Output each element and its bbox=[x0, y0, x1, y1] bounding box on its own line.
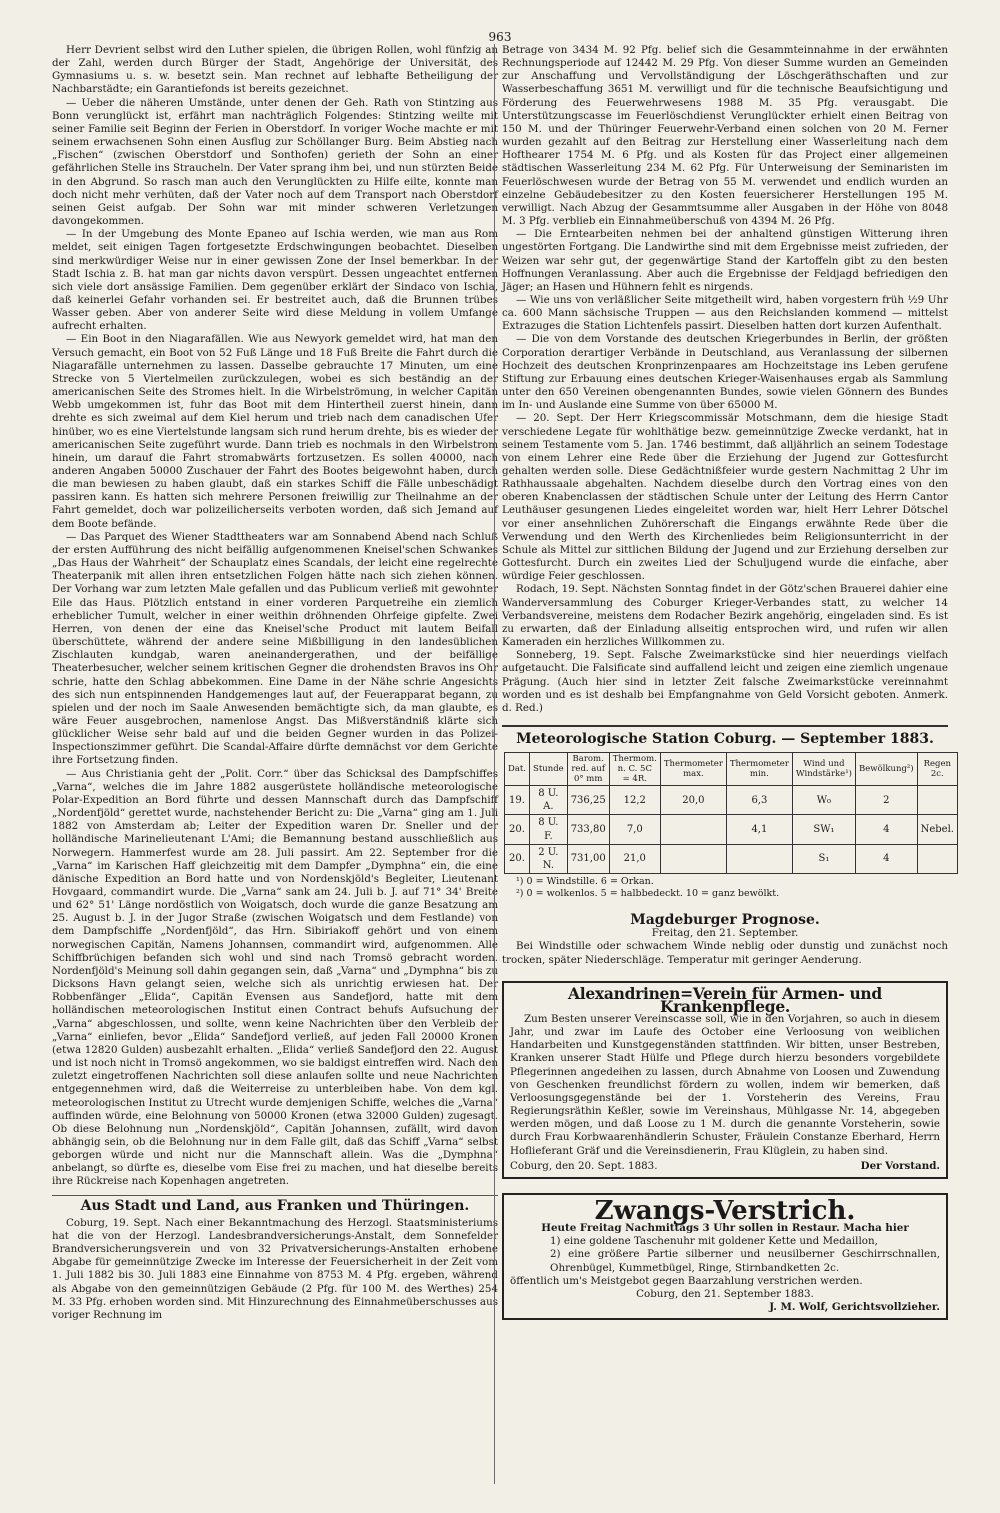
table-cell: SW₁ bbox=[792, 815, 855, 844]
article-paragraph: — Ein Boot in den Niagarafällen. Wie aus Newyork gemeldet wird, hat man den Versuch gemacht, ein Boot von 52 Fuß Länge und 18 Fuß Breite die Fahrt durch die Niagarafälle unternehmen zu lassen. Dasselbe gebrauchte 17 Minuten, um eine Strecke von 5 Viertelmeilen zurückzulegen, wobei es sich beständig an der americanischen Seite des Stromes hielt. In die Wirbelströmung, in welcher Capitän Webb umgekommen ist, fuhr das Boot mit dem Hintertheil zuerst hinein, dann drehte es sich zweimal auf dem Kiel herum und trieb nach dem canadischen Ufer hinüber, wo es eine Viertelstunde langsam sich rund herum drehte, bis es wieder der americanischen Seite zugeführt wurde. Dann trieb es nochmals in den Wirbelstrom hinein, um darauf die Fahrt stromabwärts fortzusetzen. Es sollen 40000, nach anderen Angaben 50000 Zuschauer der Fahrt des Bootes beigewohnt haben, durch die man bewiesen zu haben glaubt, daß ein starkes Schiff die Fälle unbeschädigt passiren kann. Es hatten sich mehrere Personen freiwillig zur Theilnahme an der Fahrt gemeldet, doch war polizeilicherseits verboten worden, daß sich Jemand auf dem Boote befände. bbox=[52, 333, 498, 530]
article-paragraph: — Die von dem Vorstande des deutschen Kriegerbundes in Berlin, der größten Corporation derartiger Verbände in Deutschland, aus Veranlassung der silbernen Hochzeit des deutschen Kronprinzenpaares am Hochzeitstage ins Leben gerufene Stiftung zur Erbauung eines deutschen Krieger-Waisenhauses ergab als Sammlung unter den 650 Vereinen obengenannten Bundes, sowie vielen Gönnern des Bundes im In- und Auslande eine Summe von über 65000 M. bbox=[502, 333, 948, 412]
meteo-header-row bbox=[505, 753, 958, 786]
article-paragraph: — Ueber die näheren Umstände, unter denen der Geh. Rath von Stintzing aus Bonn verunglückt ist, erfährt man nachträglich Folgendes: Stintzing weilte mit seiner Familie seit Beginn der Ferien in Oberstdorf. In voriger Woche machte er mit seinem erwachsenen Sohn einen Ausflug zur Schöllanger Burg. Beim Abstieg nach „Fischen“ (zwischen Oberstdorf und Sonthofen) gerieth der Sohn an einer gefährlichen Stelle ins Straucheln. Der Vater sprang ihm bei, und nun stürzten Beide in den Abgrund. So rasch man auch den Verunglückten zu Hilfe eilte, konnte man doch nicht mehr verhüten, daß der Vater noch auf dem Transport nach Oberstdorf seinen Geist aufgab. Der Sohn war mit minder schweren Verletzungen davongekommen. bbox=[52, 96, 498, 228]
prognose-text: Bei Windstille oder schwachem Winde neblig oder dunstig und zunächst noch trocken, später Niederschläge. Temperatur mit geringer Aenderung. bbox=[502, 940, 948, 966]
list-item: 2) eine größere Partie silberner und neusilberner Geschirrschnallen, Ohrenbügel, Kummetbügel, Ringe, Stirnbandketten 2c. bbox=[550, 1248, 940, 1274]
meteo-header: Thermom. n. C. 5C = 4R. bbox=[609, 753, 660, 786]
article-paragraph: Coburg, 19. Sept. Nach einer Bekanntmachung des Herzogl. Staatsministeriums hat die von der Herzogl. Landesbrandversicherungs-Anstalt, dem Sonnefelder Brandversicherungsverein und von 32 Privatversicherungs-Anstalten erhobene Abgabe für gemeinnützige Zwecke im Interesse der Feuersicherheit in der Zeit vom 1. Juli 1882 bis 30. Juli 1883 eine Einnahme von 8753 M. 4 Pfg. ergeben, während als Abgabe von den gemeinnützigen Gebäude (2 Pfg. für 100 M. des Werthes) 254 M. 33 Pfg. erhoben worden sind. Mit Hinzurechnung des Einnahmeüberschusses aus voriger Rechnung im bbox=[52, 1216, 498, 1321]
table-cell: S₁ bbox=[792, 844, 855, 873]
ad-item-list bbox=[550, 1235, 940, 1274]
column-divider bbox=[494, 44, 495, 1484]
ad-text: Zum Besten unserer Vereinscasse soll, wie in den Vorjahren, so auch in diesem Jahr, und zwar im Laufe des October eine Verloosung von weiblichen Handarbeiten und Kunstgegenständen stattfinden. Wir bitten, unser Bestreben, Kranken unserer Stadt Hülfe und Pflege durch hierzu besonders vorgebildete Pflegerinnen angedeihen zu lassen, durch Abnahme von Loosen und Zuwendung von Geschenken freundlichst fördern zu wollen, indem wir bemerken, daß Verloosungsgegenstände bei der 1. Vorsteherin des Vereins, Frau Regierungsräthin Keßler, sowie im Vereinshaus, Mühlgasse Nr. 14, abgegeben werden mögen, und daß Loose zu 1 M. durch die genannte Vorsteherin, sowie durch Frau Korbwaarenhändlerin Schuster, Fräulein Constanze Eberhard, Herrn Hoflieferant Gräf und die Vereinsdienerin, Frau Klüglein, zu haben sind. bbox=[510, 1013, 940, 1157]
meteo-header: Barom. red. auf 0° mm bbox=[567, 753, 609, 786]
article-paragraph: Herr Devrient selbst wird den Luther spielen, die übrigen Rollen, wohl fünfzig an der Zahl, werden durch Bürger der Stadt, Angehörige der Universität, des Gymnasiums u. s. w. besetzt sein. Man rechnet auf lebhafte Betheiligung der Nachbarstädte; ein Garantiefonds ist bereits gezeichnet. bbox=[52, 44, 498, 96]
table-cell: 736,25 bbox=[567, 786, 609, 815]
table-cell bbox=[660, 815, 726, 844]
ad-text: öffentlich um's Meistgebot gegen Baarzahlung verstrichen werden. bbox=[510, 1274, 863, 1287]
table-cell: Nebel. bbox=[917, 815, 957, 844]
ad-signature-row bbox=[510, 1160, 940, 1173]
table-cell: 19. bbox=[505, 786, 530, 815]
prognose-title: Magdeburger Prognose. bbox=[630, 912, 820, 929]
table-row bbox=[505, 815, 958, 844]
page-number: 963 bbox=[488, 30, 512, 44]
article-paragraph: — Wie uns von verläßlicher Seite mitgetheilt wird, haben vorgestern früh ½9 Uhr ca. 600 Mann sächsische Truppen — aus den Reichslanden kommend — mittelst Extrazuges die Station Lichtenfels passirt. Dieselben hatten dort kurzen Aufenthalt. bbox=[502, 293, 948, 333]
advertisement-alexandrinen bbox=[502, 981, 948, 1179]
table-cell: 20. bbox=[505, 815, 530, 844]
table-cell bbox=[726, 844, 792, 873]
table-cell: 4 bbox=[855, 815, 917, 844]
table-cell: 7,0 bbox=[609, 815, 660, 844]
table-cell bbox=[917, 786, 957, 815]
table-cell: 731,00 bbox=[567, 844, 609, 873]
meteo-header: Thermometer max. bbox=[660, 753, 726, 786]
right-column bbox=[502, 44, 954, 1320]
article-paragraph: — Das Parquet des Wiener Stadttheaters war am Sonnabend Abend nach Schluß der ersten Aufführung des nicht beifällig aufgenommenen Kneisel'schen Schwankes „Das Haus der Wahrheit“ der Schauplatz eines Scandals, der leicht eine regelrechte Theaterpanik mit allen ihren entsetzlichen Folgen hätte nach sich ziehen können. Der Vorhang war zum letzten Male gefallen und das Publicum verließ mit gewohnter Eile das Haus. Plötzlich entstand in einer vorderen Parquetreihe ein ziemlich erheblicher Tumult, welcher in einer weithin dröhnenden Ohrfeige gipfelte. Zwei Herren, von denen der eine das Kneisel'sche Product mit lautem Beifall überschüttete, während der andere seine Mißbilligung in den landesüblichen Zischlauten kundgab, waren aneinandergerathen, und der beifällige Theaterbesucher, welcher seinem kritischen Gegner die drohendsten Bravos ins Ohr schrie, hatte den Schlag abbekommen. Eine Dame in der Nähe schrie Angesichts des sich nun entspinnenden Handgemenges laut auf, der Feuerapparat begann, zu spielen und der noch im Saale Anwesenden bemächtigte sich, da man glaubte, es wäre Feuer ausgebrochen, namenlose Angst. Das Mißverständniß klärte sich glücklicher Weise sehr bald auf und die beiden Gegner wurden in das Polizei-Inspectionszimmer geführt. Die Scandal-Affaire dürfte demnächst vor dem Gerichte ihre Fortsetzung finden. bbox=[52, 530, 498, 767]
table-cell: 12,2 bbox=[609, 786, 660, 815]
table-cell: 2 bbox=[855, 786, 917, 815]
meteo-header: Regen 2c. bbox=[917, 753, 957, 786]
article-paragraph: — In der Umgebung des Monte Epaneo auf Ischia werden, wie man aus Rom meldet, seit einigen Tagen fortgesetzte Erdschwingungen beobachtet. Dieselben sind merkwürdiger Weise nur in einer gewissen Zone der Insel bemerkbar. In der Stadt Ischia z. B. hat man gar nichts davon verspürt. Dessen ungeachtet entfernen sich viele dort ansässige Familien. Dem gegenüber erklärt der Sindaco von Ischia, daß keinerlei Gefahr vorhanden sei. Er bestreitet auch, daß die Brunnen trübes Wasser geben. Aber von anderer Seite wird diese Meldung in vollem Umfange aufrecht erhalten. bbox=[52, 228, 498, 333]
meteo-note: ²) 0 = wolkenlos. 5 = halbbedeckt. 10 = ganz bewölkt. bbox=[516, 888, 780, 900]
table-cell: 6,3 bbox=[726, 786, 792, 815]
section-heading: Aus Stadt und Land, aus Franken und Thüringen. bbox=[52, 1195, 498, 1213]
ad-title: Zwangs-Verstrich. bbox=[594, 1195, 856, 1226]
table-cell: 21,0 bbox=[609, 844, 660, 873]
table-cell: 2 U. N. bbox=[530, 844, 568, 873]
meteo-table bbox=[504, 752, 958, 874]
meteo-header: Stunde bbox=[530, 753, 568, 786]
meteo-header: Thermometer min. bbox=[726, 753, 792, 786]
meteo-header: Wind und Windstärke¹) bbox=[792, 753, 855, 786]
meteo-header: Bewölkung²) bbox=[855, 753, 917, 786]
table-cell: 4,1 bbox=[726, 815, 792, 844]
table-cell: W₀ bbox=[792, 786, 855, 815]
prognose-date: Freitag, den 21. September. bbox=[651, 927, 799, 940]
table-cell: 20,0 bbox=[660, 786, 726, 815]
article-paragraph: — Aus Christiania geht der „Polit. Corr.“ über das Schicksal des Dampfschiffes „Varna“, welches die im Jahre 1882 ausgerüstete holländische meteorologische Polar-Expedition an Bord führte und dessen Mannschaft durch das Dampfschiff „Nordenfjöld“ gerettet wurde, nachstehender Bericht zu: Die „Varna“ ging am 1. Juli 1882 von Amsterdam ab; Leiter der Expedition waren Dr. Sneller und der holländische Marinelieutenant L'Ami; die Bemannung bestand ausschließlich aus Norwegern. Hammerfest wurde am 28. Juli passirt. Am 22. September fror die „Varna“ im Karischen Haff gleichzeitig mit dem Dampfer „Dymphna“ ein, die eine dänische Expedition an Bord hatte und von Nordenskjöld's Begleiter, Lieutenant Hovgaard, commandirt wurde. Die „Varna“ sank am 24. Juli b. J. auf 71° 34' Breite und 62° 51' Länge nordöstlich von Woigatsch, doch wurde die ganze Besatzung am 25. August b. J. in der Jugor Straße (zwischen Woigatsch und dem Festlande) von dem Dampfschiffe „Nordenfjöld“, das Hrn. Sibiriakoff gehört und von einem norwegischen Capitän, Namens Johannsen, commandirt wird, aufgenommen. Alle Schiffbrüchigen befanden sich wohl und sind nach Tromsö gebracht worden. Nordenfjöld's Meinung soll dahin gegangen sein, daß „Varna“ und „Dymphna“ bis zu Dicksons Havn gelangt seien, welche sich als unrichtig erwiesen hat. Der Robbenfänger „Elida“, Capitän Evensen aus Sandefjord, hatte mit dem holländischen meteorologischen Institut einen Contract behufs Aufsuchung der „Varna“ abgeschlossen, und sollte, wenn keine Nachrichten über den Verbleib der „Varna“ einliefen, bevor „Elida“ Sandefjord verließ, auf jeden Fall 20000 Kronen (etwa 12820 Gulden) ausbezahlt erhalten. „Elida“ verließ Sandefjord den 22. August und ist noch nicht in Tromsö angekommen, wo sie baldigst eintreffen wird. Nach den zuletzt eingetroffenen Nachrichten soll diese anlaufen sollte und neue Nachrichten entgegennehmen wird, daß die Weiterreise zu unterbleiben habe. Von dem kgl. meteorologischen Institut zu Utrecht wurde demjenigen Schiffe, welches die „Varna“ auffinden würde, eine Belohnung von 50000 Kronen (etwa 32000 Gulden) zugesagt. Ob diese Belohnung nun „Nordenskjöld“, Capitän Johannsen, zufällt, wird davon abhängig sein, ob die Belohnung nur in dem Falle gilt, daß das Schiff „Varna“ selbst geborgen würde und nicht nur die Mannschaft allein. Was die „Dymphna“ anbelangt, so dürfte es, dieselbe vom Eise frei zu machen, und hat dieselbe bereits ihre Rückreise nach Kopenhagen angetreten. bbox=[52, 767, 498, 1188]
table-cell bbox=[917, 844, 957, 873]
ad-subtitle: Heute Freitag Nachmittags 3 Uhr sollen in Restaur. Macha hier bbox=[541, 1222, 909, 1235]
table-cell: 8 U. F. bbox=[530, 815, 568, 844]
ad-title: Alexandrinen=Verein für Armen- und Krankenpflege. bbox=[568, 983, 882, 1016]
ad-date: Coburg, den 20. Sept. 1883. bbox=[510, 1159, 658, 1172]
table-cell: 20. bbox=[505, 844, 530, 873]
article-paragraph: — Die Erntearbeiten nehmen bei der anhaltend günstigen Witterung ihren ungestörten Fortgang. Die Landwirthe sind mit dem Ergebnisse meist zufrieden, der Weizen war sehr gut, der gegenwärtige Stand der Kartoffeln gibt zu den besten Hoffnungen Veranlassung. Aber auch die Ergebnisse der Feldjagd befriedigen den Jäger; an Hasen und Hühnern fehlt es nirgends. bbox=[502, 228, 948, 293]
table-row bbox=[505, 844, 958, 873]
article-paragraph: — 20. Sept. Der Herr Kriegscommissär Motschmann, dem die hiesige Stadt verschiedene Legate für wohlthätige bezw. gemeinnützige Zwecke verdankt, hat in seinem Testamente vom 5. Jan. 1746 bestimmt, daß alljährlich an seinem Todestage von einem Lehrer eine Rede über die Erziehung der Jugend zur Gottesfurcht gehalten werden solle. Diese Gedächtnißfeier wurde gestern Nachmittag 2 Uhr im Rathhaussaale abgehalten. Nachdem dieselbe durch den Vortrag eines von den oberen Knabenclassen der städtischen Schule unter der Leitung des Herrn Cantor Leuthäuser gesungenen Liedes eingeleitet worden war, hielt Herr Lehrer Dötschel vor einer ansehnlichen Zuhörerschaft die Eingangs erwähnte Rede über die Verwendung und den Werth des Kirchenliedes beim Religionsunterricht in der Schule als Mittel zur sittlichen Bildung der Jugend und zur Erziehung derselben zur Gottesfurcht. Durch ein zweites Lied der Schuljugend wurde die einfache, aber würdige Feier geschlossen. bbox=[502, 412, 948, 583]
table-cell: 733,80 bbox=[567, 815, 609, 844]
article-paragraph: Betrage von 3434 M. 92 Pfg. belief sich die Gesammteinnahme in der erwähnten Rechnungsperiode auf 12442 M. 29 Pfg. Von dieser Summe wurden an Gemeinden zur Anschaffung und Vervollständigung der Löschgeräthschaften und zur Wasserbeschaffung 3651 M. verwilligt und für die technische Beaufsichtigung und Förderung des Feuerwehrwesens 1988 M. 35 Pfg. verausgabt. Die Unterstützungscasse im Feuerlöschdienst Verunglückter erhielt einen Beitrag von 150 M. und der Thüringer Feuerwehr-Verband einen solchen von 20 M. Ferner wurden gezahlt auf den Beitrag zur Herstellung einer Wasserleitung nach dem Hofthearer 1754 M. 6 Pfg. und als Kosten für das Project einer allgemeinen städtischen Wasserleitung 234 M. 62 Pfg. Für Unterweisung der Seminaristen im Feuerlöschwesen wurde der Betrag von 55 M. verwendet und endlich wurden an einzelne Gebäudebesitzer zu den Kosten feuersicherer Herstellungen 195 M. verwilligt. Nach Abzug der Gesammtsumme aller Ausgaben in der Höhe von 8048 M. 3 Pfg. verblieb ein Einnahmeüberschuß von 4394 M. 26 Pfg. bbox=[502, 44, 948, 228]
meteo-header: Dat. bbox=[505, 753, 530, 786]
table-cell bbox=[660, 844, 726, 873]
ad-signature: Der Vorstand. bbox=[860, 1159, 940, 1172]
table-row bbox=[505, 786, 958, 815]
table-cell: 4 bbox=[855, 844, 917, 873]
article-paragraph: Rodach, 19. Sept. Nächsten Sonntag findet in der Götz'schen Brauerei dahier eine Wanderversammlung des Coburger Krieger-Verbandes statt, zu welcher 14 Verbandsvereine, meistens dem Rodacher Bezirk angehörig, eingeladen sind. Es ist zu erwarten, daß der Einladung allseitig entsprochen wird, und rufen wir allen Kameraden ein herzliches Willkommen zu. bbox=[502, 583, 948, 649]
meteo-note: ¹) 0 = Windstille. 6 = Orkan. bbox=[516, 876, 654, 888]
ad-date: Coburg, den 21. September 1883. bbox=[636, 1287, 814, 1300]
table-cell: 8 U. A. bbox=[530, 786, 568, 815]
list-item: 1) eine goldene Taschenuhr mit goldener Kette und Medaillon, bbox=[550, 1235, 878, 1248]
meteo-title: Meteorologische Station Coburg. — September 1883. bbox=[502, 725, 948, 746]
left-column bbox=[52, 44, 498, 1322]
article-paragraph: Sonneberg, 19. Sept. Falsche Zweimarkstücke sind hier neuerdings vielfach aufgetaucht. Die Falsificate sind auffallend leicht und zeigen eine ziemlich ungenaue Prägung. (Auch hier sind in letzter Zeit falsche Zweimarkstücke vereinnahmt worden und es ist deshalb bei Empfangnahme von Geld Vorsicht geboten. Anmerk. d. Red.) bbox=[502, 649, 948, 714]
advertisement-zwangsverstrich bbox=[502, 1193, 948, 1320]
ad-signature: J. M. Wolf, Gerichtsvollzieher. bbox=[769, 1300, 940, 1313]
